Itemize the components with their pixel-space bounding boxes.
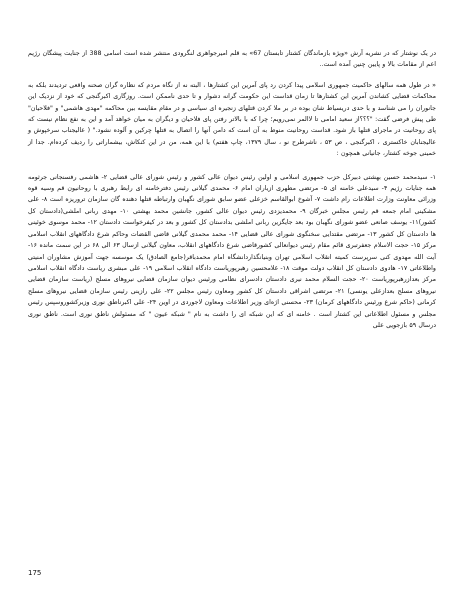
intro-paragraph: در یک نوشتار که در نشریه آرش «ویژه بازماندگان کشتار تابستان 67» به قلم امیرجواهری لنگرودی منتشر شده است اسامی 388 از جنایت پیشگان رژیم اعم از مقامات بالا و پایین چنین آمده است.. — [28, 50, 437, 69]
quote-paragraph: « در طول همه سالهای حاکمیت جمهوری اسلامی پیدا کردن رد پای آمرین این کشتارها ، البته نه از نگاه مردم که نظاره گران صحنه واقعی تردیدند بلکه به محاکمات قضایی کشاندن آمرین این کشتارها تا زمان قداست این حکومت گرانه دشوار و تا حدی ناممکن است. روزگاری اکبرگنجی که خود از نزدیک این جانوران را می شناسد و با حدی دریسیاط شان بوده در بر ملا کردن قتلهای زنجیره ای سیاسی و در مقام مقایسه بین محاکمه "مهدی هاشمی" و "فلاحیان" طی پیش فرضی گفت: "؟؟؟از سعید امامی تا لاالمر نمی‌رویم؛ چرا که با بالاتر رفتن پای فلاحیان و دیگران به میان خواهد آمد و این به نفع نظام نیست که پای روحانیت در ماجرای قتلها باز شود. قداست روحانیت منوط به آن است که دامن آنها را اتصال به قتلها چرکین و آلوده نشود." ( عالیجناب سرخپوش و عالیجنابان خاکستری ، اکبرگنجی ، ص ۵۳ ، ناشرطرح نو ، سال ۱۳۷۹، چاپ هفتم) با این همه، من در این کنکاش، بیشماراتی را ردیف کرده‌ام. جدا از خمینی جوخه کشتار، جانیانی همچون : — [28, 81, 436, 158]
page-number: 175 — [28, 569, 42, 577]
names-list-paragraph: ۱- سیدمحمد حسین بهشتی دبیرکل حزب جمهوری اسلامی و اولین رئیس دیوان عالی کشور و رئیس شورای عالی قضایی ۲- هاشمی رفسنجانی جرثومه همه جنایات رژیم ۴- سیدعلی خامنه ای ۵- مرتضی مطهری ازیاران امام ۶- محمدی گیلانی رئیس دفترخامنه ای رابط رهبری با روحانیون قم وسیه قوه وزرائی معاونت وزارت اطلاعات رام داشت ۷- آشوخ ابوالقاسم خزعلی عضو سابق شورای نگهبان وارتباطه قتلها دهنده گان سازمان تروریزه است ۸- علی مشکینی امام جمعه قم رئیس مجلس خبرگان ۹- محمدیزدی رئیس دیوان عالی کشور, جانشین محمد بهشتی ۱۰- مهدی ربانی املشی(دادستان کل کشور)۱۱- یوسف صانعی عضو شورای نگهبان بود بعد جایگزین ربانی املشی بدادستان کل کشور و بعد در کیفرخواست دادستان ۱۲- محمد موسوی خوئینی ها دادستان کل کشور ۱۳- مرتضی مقتدایی سخنگوی شورای عالی قضایی ۱۴- محمد محمدی گیلانی قاضی القضات وحاکم شرع دادگاههای انقلاب اسلامی مرکز ۱۵- حجت الاسلام جعفرتبری قائم مقام رئیس دیوانعالی کشورقاضی شرع دادگاههای انقلاب، معاون گیلانی ازسال ۶۳ الی ۶۸ در این سمت مانده ۱۶- آیت الله مهدوی کنی سرپرست کمیته انقلاب اسلامی تهران وبنیانگذاردانشگاه امام محمدباقر(جامع الصادق) یک موسسه جهت آموزش مشاوران امنیتی واطلاعاتی ۱۷- هادوی دادستان کل انقلاب دولت موقت ۱۸- غلامحسین رهبرپوریاست دادگاه انقلاب اسلامی ۱۹- علی مبشری ریاست دادگاه انقلاب اسلامی مرکز بعدازرهبرپوریاست ۲۰- حجت السلام محمد نیری دادستان دادسرای نظامی ورئیس دیوان سازمان قضایی نیروهای مسلح (ریاست سازمان قضایی نیروهای مسلح بعدازعلی یونسی) ۲۱- مرتضی اشراقی دادستان کل کشور ومعاون رئیس مجلس ۲۲- علی رازینی رئیس سازمان قضایی نیروهای مسلح کرمانی (حاکم شرع ورئیس دادگاههای کرمان) ۲۳- محسنی اژه‌ای وزیر اطلاعات ومعاون لاجوردی در اوین ۲۴- علی اکبرناطق نوری وزیرکشوروسپس رئیس مجلس و مسئول اطلاعاتی این کشتار است . خامنه ای که این شبکه ای را داشت به نام " شبکه عیون " که مسئولش ناطق نوری است. ناطق نوری درسال ۵۹ بازجویی علی — [28, 173, 437, 329]
page-body — [28, 48, 436, 331]
